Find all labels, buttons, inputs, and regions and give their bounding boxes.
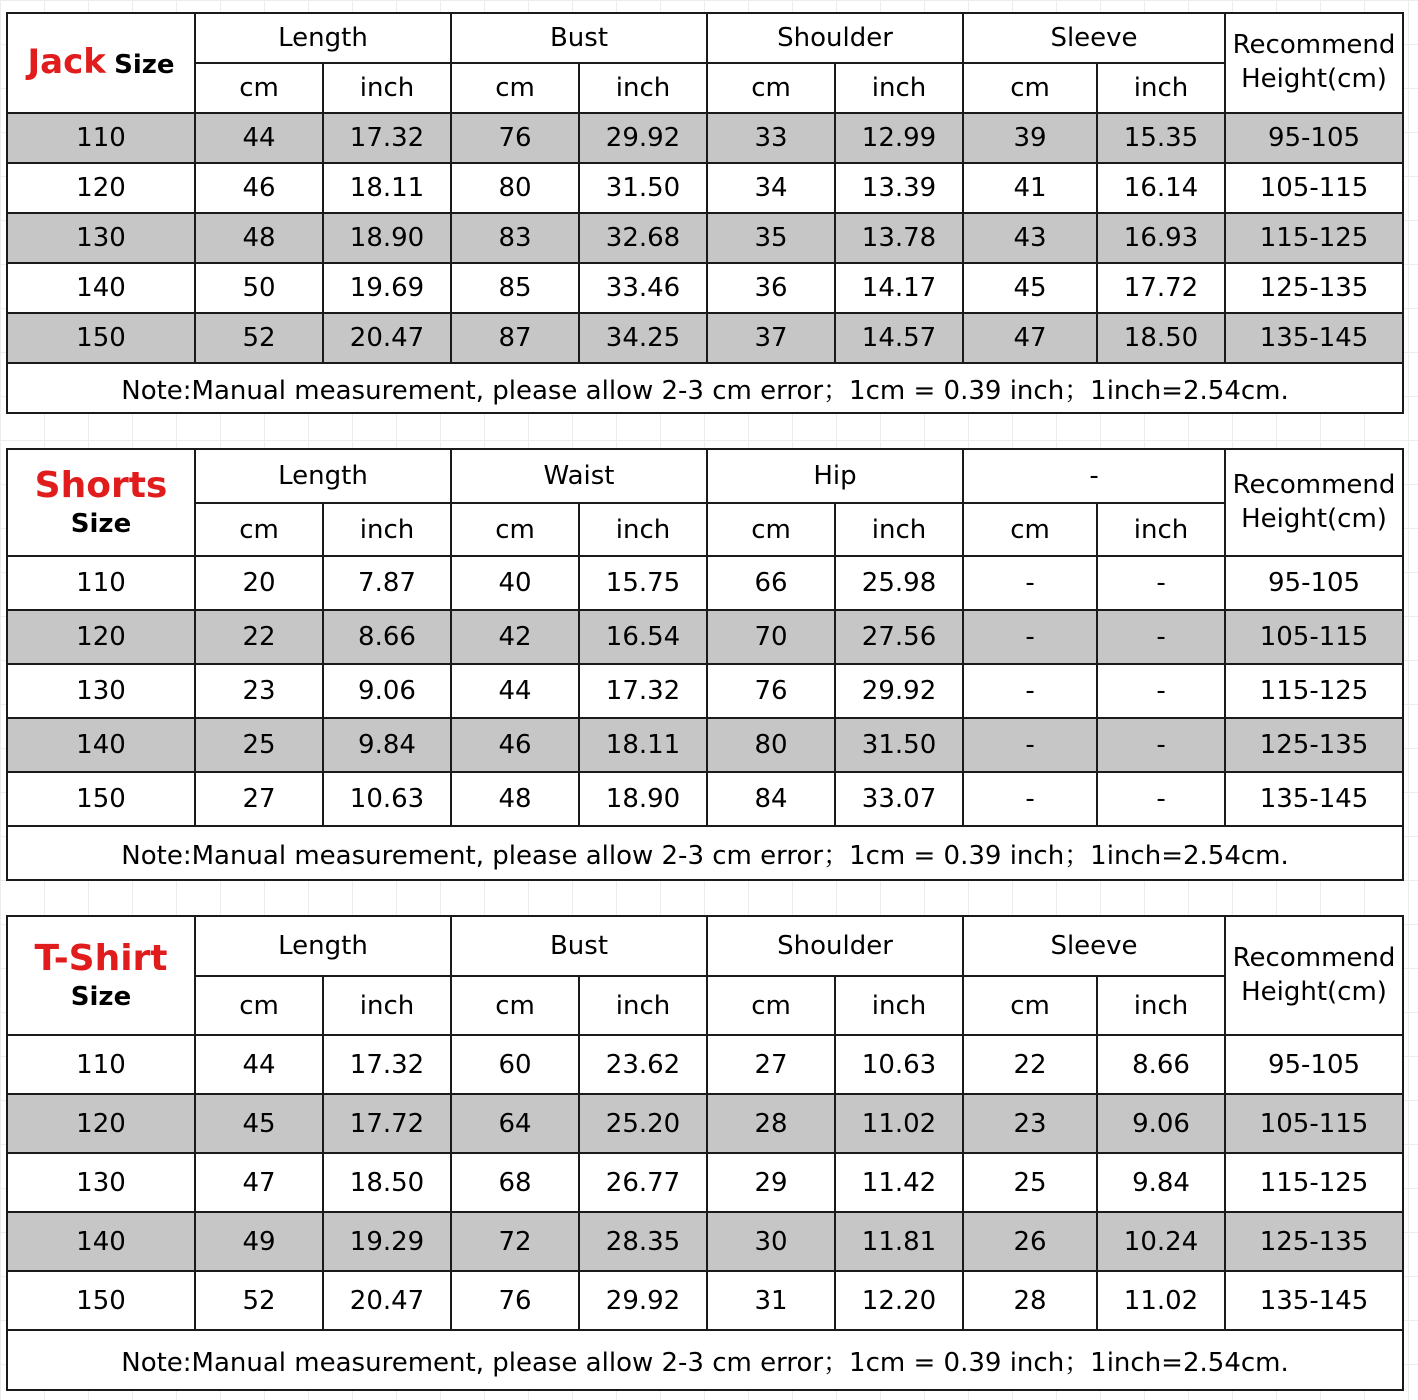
table-title-size: Size [114, 50, 175, 81]
table-row [7, 610, 1403, 664]
measurement-value: 83 [451, 213, 579, 263]
measurement-value: 26 [963, 1212, 1097, 1271]
size-value: 120 [7, 1094, 195, 1153]
size-value: 120 [7, 610, 195, 664]
measurement-value: 15.35 [1097, 113, 1225, 163]
table-row [7, 664, 1403, 718]
height-range-value: 115-125 [1225, 213, 1403, 263]
header-row-groups [7, 13, 1403, 63]
measurement-value: 29.92 [835, 664, 963, 718]
height-cm-label: Height(cm) [1241, 976, 1387, 1007]
measurement-value: 19.69 [323, 263, 451, 313]
measurement-value: - [1097, 556, 1225, 610]
height-range-value: 95-105 [1225, 1035, 1403, 1094]
measurement-value: 20 [195, 556, 323, 610]
measurement-value: 84 [707, 772, 835, 826]
table-row [7, 263, 1403, 313]
measurement-value: 23.62 [579, 1035, 707, 1094]
measurement-value: 22 [195, 610, 323, 664]
measurement-value: 22 [963, 1035, 1097, 1094]
height-range-value: 125-135 [1225, 263, 1403, 313]
measurement-value: 17.32 [323, 113, 451, 163]
table-row [7, 113, 1403, 163]
note-row [7, 826, 1403, 880]
measurement-value: 48 [451, 772, 579, 826]
height-range-value: 95-105 [1225, 556, 1403, 610]
size-value: 130 [7, 664, 195, 718]
measurement-value: 8.66 [323, 610, 451, 664]
measurement-value: 32.68 [579, 213, 707, 263]
size-value: 140 [7, 1212, 195, 1271]
measurement-value: 43 [963, 213, 1097, 263]
measurement-value: 45 [195, 1094, 323, 1153]
measurement-value: 10.63 [323, 772, 451, 826]
group-header: Shoulder [707, 13, 963, 63]
measurement-value: 17.32 [323, 1035, 451, 1094]
height-range-value: 115-125 [1225, 664, 1403, 718]
measurement-value: 64 [451, 1094, 579, 1153]
measurement-value: - [1097, 664, 1225, 718]
measurement-value: - [963, 664, 1097, 718]
size-value: 130 [7, 1153, 195, 1212]
measurement-value: 34 [707, 163, 835, 213]
size-value: 120 [7, 163, 195, 213]
measurement-value: 48 [195, 213, 323, 263]
table-title: T-Shirt [34, 938, 168, 980]
height-range-value: 105-115 [1225, 1094, 1403, 1153]
measurement-value: - [1097, 610, 1225, 664]
height-range-value: 125-135 [1225, 1212, 1403, 1271]
group-header: Hip [707, 449, 963, 503]
measurement-value: 29.92 [579, 113, 707, 163]
size-title-cell [7, 449, 195, 556]
table-row [7, 213, 1403, 263]
table-row [7, 556, 1403, 610]
table-title: Shorts [34, 465, 168, 507]
measurement-value: 40 [451, 556, 579, 610]
height-range-value: 135-145 [1225, 313, 1403, 363]
measurement-value: 7.87 [323, 556, 451, 610]
unit-header: cm [451, 976, 579, 1035]
table-row [7, 1035, 1403, 1094]
measurement-value: 31.50 [835, 718, 963, 772]
measurement-value: 87 [451, 313, 579, 363]
unit-header: inch [1097, 503, 1225, 556]
group-header: Bust [451, 13, 707, 63]
group-header: - [963, 449, 1225, 503]
measurement-value: 9.84 [323, 718, 451, 772]
measurement-value: - [963, 718, 1097, 772]
measurement-note: Note:Manual measurement, please allow 2-3 cm error；1cm = 0.39 inch；1inch=2.54cm. [7, 1330, 1403, 1390]
unit-header: inch [323, 976, 451, 1035]
group-header: Waist [451, 449, 707, 503]
measurement-value: 68 [451, 1153, 579, 1212]
measurement-value: - [1097, 718, 1225, 772]
measurement-value: - [963, 556, 1097, 610]
tshirt-size-table [6, 915, 1404, 1391]
header-row-units [7, 976, 1403, 1035]
header-row-groups [7, 916, 1403, 976]
measurement-value: 12.99 [835, 113, 963, 163]
measurement-value: 46 [195, 163, 323, 213]
measurement-value: 52 [195, 313, 323, 363]
measurement-value: 52 [195, 1271, 323, 1330]
measurement-value: 11.42 [835, 1153, 963, 1212]
measurement-value: 49 [195, 1212, 323, 1271]
unit-header: cm [451, 503, 579, 556]
unit-header: inch [1097, 63, 1225, 113]
measurement-value: 14.57 [835, 313, 963, 363]
measurement-value: 44 [195, 113, 323, 163]
measurement-value: 25 [963, 1153, 1097, 1212]
size-value: 140 [7, 263, 195, 313]
group-header: Sleeve [963, 13, 1225, 63]
measurement-value: 33 [707, 113, 835, 163]
unit-header: inch [579, 976, 707, 1035]
unit-header: inch [579, 63, 707, 113]
table-row [7, 718, 1403, 772]
measurement-value: 13.78 [835, 213, 963, 263]
measurement-value: 20.47 [323, 1271, 451, 1330]
height-cm-label: Height(cm) [1241, 503, 1387, 534]
table-title-size: Size [70, 982, 132, 1012]
measurement-value: 76 [707, 664, 835, 718]
height-range-value: 135-145 [1225, 1271, 1403, 1330]
measurement-value: 30 [707, 1212, 835, 1271]
measurement-value: 33.07 [835, 772, 963, 826]
measurement-value: 10.63 [835, 1035, 963, 1094]
measurement-value: 50 [195, 263, 323, 313]
unit-header: inch [323, 63, 451, 113]
measurement-value: 72 [451, 1212, 579, 1271]
group-header: Shoulder [707, 916, 963, 976]
measurement-value: 25.98 [835, 556, 963, 610]
measurement-value: 9.84 [1097, 1153, 1225, 1212]
header-row-units [7, 503, 1403, 556]
measurement-value: 39 [963, 113, 1097, 163]
measurement-value: 25 [195, 718, 323, 772]
height-range-value: 105-115 [1225, 610, 1403, 664]
measurement-value: 47 [195, 1153, 323, 1212]
recommend-height-header [1225, 449, 1403, 556]
table-row [7, 1271, 1403, 1330]
measurement-value: 33.46 [579, 263, 707, 313]
group-header: Length [195, 13, 451, 63]
height-range-value: 125-135 [1225, 718, 1403, 772]
measurement-value: 41 [963, 163, 1097, 213]
unit-header: inch [323, 503, 451, 556]
group-header: Length [195, 916, 451, 976]
recommend-height-header [1225, 13, 1403, 113]
measurement-value: 28 [963, 1271, 1097, 1330]
measurement-value: 18.50 [323, 1153, 451, 1212]
unit-header: inch [835, 976, 963, 1035]
measurement-value: 44 [451, 664, 579, 718]
measurement-value: 16.93 [1097, 213, 1225, 263]
measurement-value: 31.50 [579, 163, 707, 213]
size-value: 150 [7, 772, 195, 826]
unit-header: inch [579, 503, 707, 556]
table-row [7, 772, 1403, 826]
measurement-value: 31 [707, 1271, 835, 1330]
measurement-value: 28.35 [579, 1212, 707, 1271]
size-value: 140 [7, 718, 195, 772]
measurement-value: 10.24 [1097, 1212, 1225, 1271]
table-row [7, 1153, 1403, 1212]
height-range-value: 105-115 [1225, 163, 1403, 213]
measurement-value: 18.50 [1097, 313, 1225, 363]
size-value: 150 [7, 1271, 195, 1330]
measurement-value: 46 [451, 718, 579, 772]
measurement-value: 11.02 [1097, 1271, 1225, 1330]
size-value: 150 [7, 313, 195, 363]
recommend-label: Recommend [1232, 30, 1396, 61]
measurement-value: 34.25 [579, 313, 707, 363]
measurement-value: 27 [707, 1035, 835, 1094]
measurement-value: 23 [195, 664, 323, 718]
unit-header: cm [195, 976, 323, 1035]
measurement-value: 16.54 [579, 610, 707, 664]
unit-header: cm [963, 503, 1097, 556]
jack-size-table [6, 12, 1404, 414]
measurement-value: 44 [195, 1035, 323, 1094]
measurement-value: 9.06 [323, 664, 451, 718]
height-cm-label: Height(cm) [1241, 64, 1387, 94]
unit-header: cm [963, 63, 1097, 113]
unit-header: cm [195, 503, 323, 556]
measurement-note: Note:Manual measurement, please allow 2-3 cm error；1cm = 0.39 inch；1inch=2.54cm. [7, 826, 1403, 880]
measurement-value: 76 [451, 113, 579, 163]
measurement-value: 11.81 [835, 1212, 963, 1271]
measurement-value: 70 [707, 610, 835, 664]
height-range-value: 135-145 [1225, 772, 1403, 826]
table-title-size: Size [70, 509, 132, 539]
group-header: Length [195, 449, 451, 503]
recommend-label: Recommend [1232, 942, 1396, 973]
table-row [7, 1212, 1403, 1271]
measurement-value: 42 [451, 610, 579, 664]
measurement-value: - [963, 772, 1097, 826]
measurement-value: - [1097, 772, 1225, 826]
measurement-value: 80 [451, 163, 579, 213]
recommend-height-header [1225, 916, 1403, 1035]
measurement-note: Note:Manual measurement, please allow 2-3 cm error；1cm = 0.39 inch；1inch=2.54cm. [7, 363, 1403, 413]
size-title-cell [7, 916, 195, 1035]
measurement-value: 45 [963, 263, 1097, 313]
size-value: 110 [7, 113, 195, 163]
measurement-value: 80 [707, 718, 835, 772]
measurement-value: 15.75 [579, 556, 707, 610]
height-range-value: 115-125 [1225, 1153, 1403, 1212]
unit-header: cm [707, 503, 835, 556]
measurement-value: 26.77 [579, 1153, 707, 1212]
measurement-value: 29 [707, 1153, 835, 1212]
group-header: Sleeve [963, 916, 1225, 976]
table-row [7, 163, 1403, 213]
measurement-value: 17.72 [1097, 263, 1225, 313]
measurement-value: 13.39 [835, 163, 963, 213]
unit-header: inch [835, 63, 963, 113]
measurement-value: 8.66 [1097, 1035, 1225, 1094]
header-row-groups [7, 449, 1403, 503]
measurement-value: 17.32 [579, 664, 707, 718]
measurement-value: 25.20 [579, 1094, 707, 1153]
measurement-value: 18.11 [579, 718, 707, 772]
shorts-size-table [6, 448, 1404, 881]
note-row [7, 363, 1403, 413]
table-title: Jack [27, 42, 106, 83]
size-title-cell [7, 13, 195, 113]
measurement-value: 29.92 [579, 1271, 707, 1330]
measurement-value: 27 [195, 772, 323, 826]
measurement-value: 36 [707, 263, 835, 313]
unit-header: inch [1097, 976, 1225, 1035]
measurement-value: 20.47 [323, 313, 451, 363]
measurement-value: 35 [707, 213, 835, 263]
group-header: Bust [451, 916, 707, 976]
height-range-value: 95-105 [1225, 113, 1403, 163]
measurement-value: 14.17 [835, 263, 963, 313]
measurement-value: - [963, 610, 1097, 664]
measurement-value: 76 [451, 1271, 579, 1330]
measurement-value: 18.11 [323, 163, 451, 213]
measurement-value: 9.06 [1097, 1094, 1225, 1153]
table-row [7, 1094, 1403, 1153]
size-value: 110 [7, 1035, 195, 1094]
measurement-value: 85 [451, 263, 579, 313]
unit-header: cm [707, 63, 835, 113]
measurement-value: 18.90 [323, 213, 451, 263]
measurement-value: 19.29 [323, 1212, 451, 1271]
header-row-units [7, 63, 1403, 113]
measurement-value: 11.02 [835, 1094, 963, 1153]
measurement-value: 60 [451, 1035, 579, 1094]
table-row [7, 313, 1403, 363]
note-row [7, 1330, 1403, 1390]
unit-header: inch [835, 503, 963, 556]
size-value: 110 [7, 556, 195, 610]
measurement-value: 17.72 [323, 1094, 451, 1153]
measurement-value: 66 [707, 556, 835, 610]
measurement-value: 12.20 [835, 1271, 963, 1330]
measurement-value: 18.90 [579, 772, 707, 826]
measurement-value: 23 [963, 1094, 1097, 1153]
measurement-value: 28 [707, 1094, 835, 1153]
recommend-label: Recommend [1232, 469, 1396, 500]
measurement-value: 37 [707, 313, 835, 363]
measurement-value: 27.56 [835, 610, 963, 664]
unit-header: cm [707, 976, 835, 1035]
unit-header: cm [195, 63, 323, 113]
measurement-value: 47 [963, 313, 1097, 363]
unit-header: cm [963, 976, 1097, 1035]
unit-header: cm [451, 63, 579, 113]
measurement-value: 16.14 [1097, 163, 1225, 213]
size-value: 130 [7, 213, 195, 263]
